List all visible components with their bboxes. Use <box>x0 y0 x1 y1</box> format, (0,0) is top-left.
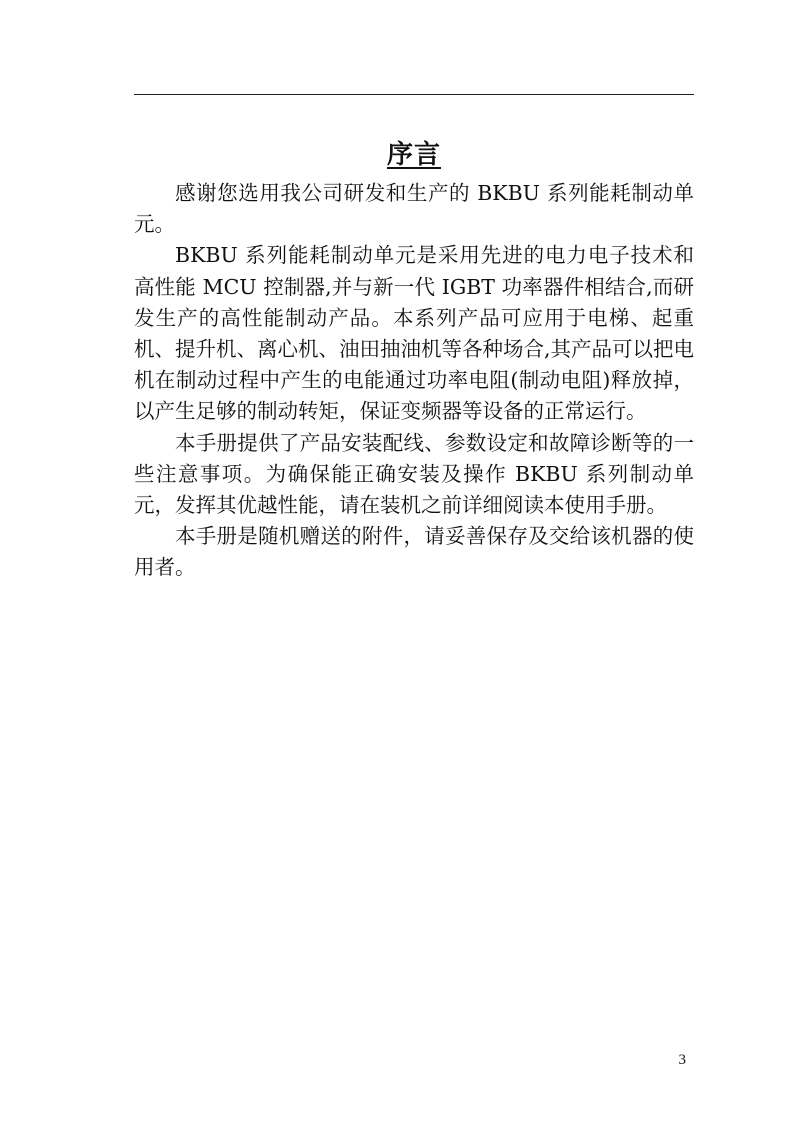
page-title: 序言 <box>386 140 441 170</box>
preface-body <box>134 178 694 584</box>
paragraph-thanks: 感谢您选用我公司研发和生产的 BKBU 系列能耗制动单元。 <box>134 181 694 237</box>
paragraph-keep-manual: 本手册是随机赠送的附件，请妥善保存及交给该机器的使用者。 <box>134 524 694 580</box>
paragraph-product-description: BKBU 系列能耗制动单元是采用先进的电力电子技术和高性能 MCU 控制器,并与新一代 IGBT 功率器件相结合,而研发生产的高性能制动产品。本系列产品可应用于电梯、起重机、提升机、离心机、油田抽油机等各种场合,其产品可以把电机在制动过程中产生的电能通过功率电阻(制动电阻)释放掉，以产生足够的制动转矩，保证变频器等设备的正常运行。 <box>134 243 695 424</box>
header-rule <box>134 94 694 95</box>
page-number: 3 <box>678 1052 686 1068</box>
paragraph-manual-notes: 本手册提供了产品安装配线、参数设定和故障诊断等的一些注意事项。为确保能正确安装及操作 BKBU 系列制动单元，发挥其优越性能，请在装机之前详细阅读本使用手册。 <box>134 430 694 518</box>
